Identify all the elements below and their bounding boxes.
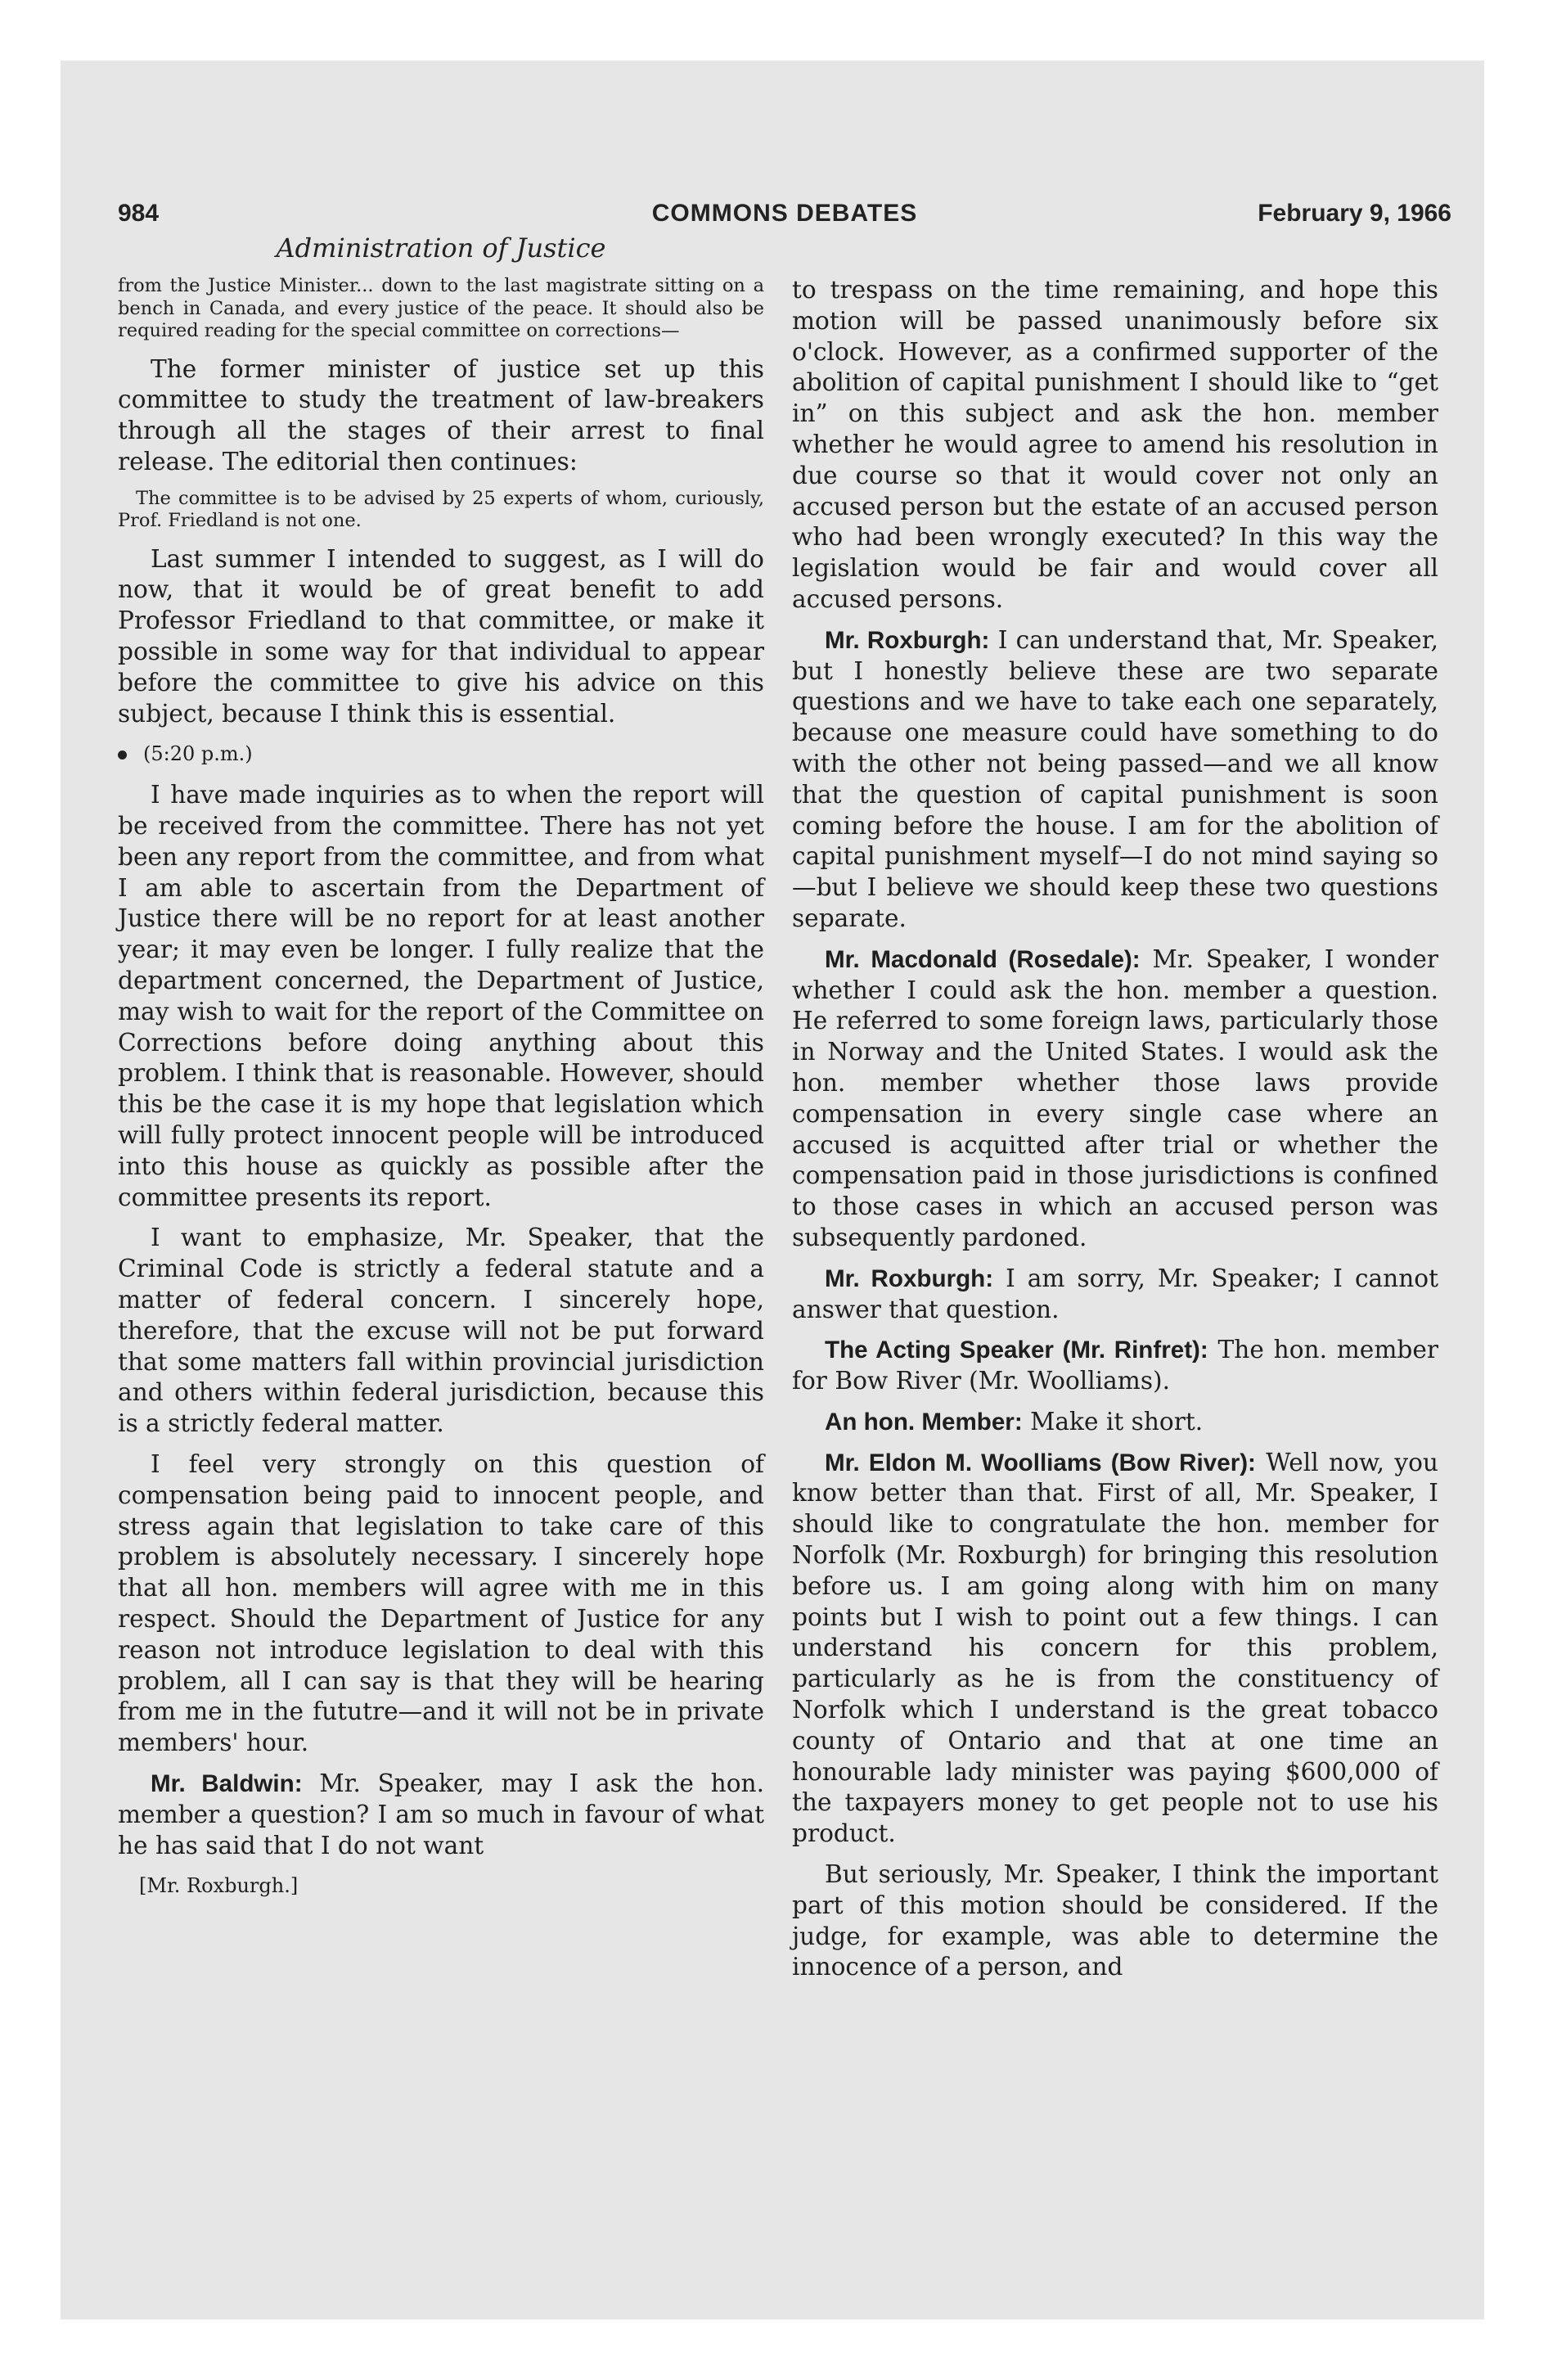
- issue-date: February 9, 1966: [1258, 200, 1451, 227]
- bullet-icon: [118, 751, 127, 760]
- speaker-name: Mr. Roxburgh:: [825, 626, 990, 654]
- footer-note: [Mr. Roxburgh.]: [139, 1874, 299, 1898]
- speech: [792, 1407, 1438, 1438]
- paragraph: Last summer I intended to suggest, as I will do now, that it would be of great benefit to add Professor Friedland to that committee, or make it possible in some way for that individual to appear before the committee to give his advice on this subject, because I think this is essential.: [118, 544, 764, 728]
- speech: [792, 1264, 1438, 1326]
- speaker-name: Mr. Baldwin:: [151, 1769, 303, 1797]
- speech-text: Mr. Speaker, may I ask the hon. member a question? I am so much in favour of what he has said that I do not want: [118, 1769, 764, 1859]
- page-number: 984: [118, 200, 160, 227]
- editorial-quote: The committee is to be advised by 25 experts of whom, curiously, Prof. Friedland is not one.: [118, 487, 764, 532]
- speech-text: Make it short.: [1030, 1407, 1204, 1436]
- speech: [792, 944, 1438, 1254]
- speech-text: I am sorry, Mr. Speaker; I cannot answer that question.: [792, 1264, 1438, 1323]
- paragraph: But seriously, Mr. Speaker, I think the important part of this motion should be considered. If the judge, for example, was able to determine the innocence of a person, and: [792, 1860, 1438, 1981]
- opening-quote: from the Justice Minister... down to the last magistrate sitting on a bench in Canada, and every justice of the peace. It should also be required reading for the special committee on corrections—: [118, 275, 764, 341]
- speaker-name: An hon. Member:: [825, 1408, 1023, 1436]
- paragraph: I have made inquiries as to when the report will be received from the committee. There has not yet been any report from the committee, and from what I am able to ascertain from the Department of Justice there will be no report for at least another year; it may even be longer. I fully realize that the department concerned, the Department of Justice, may wish to wait for the report of the Committee on Corrections before doing anything about this problem. I think that is reasonable. However, should this be the case it is my hope that legislation which will fully protect innocent people will be introduced into this house as quickly as possible after the committee presents its report.: [118, 781, 764, 1211]
- paragraph: The former minister of justice set up this committee to study the treatment of law-breakers through all the stages of their arrest to final release. The editorial then continues:: [118, 354, 764, 476]
- speech-text: The hon. member for Bow River (Mr. Woolliams).: [792, 1336, 1438, 1395]
- left-column: [118, 275, 764, 1902]
- speech: [792, 1448, 1438, 1850]
- speaker-name: Mr. Roxburgh:: [825, 1264, 994, 1292]
- speech-text: Mr. Speaker, I wonder whether I could ask the hon. member a question. He referred to some foreign laws, particularly those in Norway and the United States. I would ask the hon. member whether those laws provide compensation in every single case where an accused is acquitted after trial or whether the compensation paid in those jurisdictions is confined to those cases in which an accused person was subsequently pardoned.: [792, 944, 1438, 1251]
- speaker-name: Mr. Macdonald (Rosedale):: [825, 945, 1141, 973]
- speaker-name: Mr. Eldon M. Woolliams (Bow River):: [825, 1449, 1256, 1476]
- publication-title: COMMONS DEBATES: [651, 200, 918, 227]
- right-column: [792, 275, 1438, 1993]
- speech: [792, 625, 1438, 935]
- time-stamp: (5:20 p.m.): [143, 742, 253, 766]
- paragraph: I feel very strongly on this question of compensation being paid to innocent people, and stress again that legislation to take care of this problem is absolutely necessary. I sincerely hope that all hon. members will agree with me in this respect. Should the Department of Justice for any reason not introduce legislation to deal with this problem, all I can say is that they will be hearing from me in the fututre—and it will not be in private members' hour.: [118, 1450, 764, 1757]
- paragraph: to trespass on the time remaining, and hope this motion will be passed unanimously before six o'clock. However, as a confirmed supporter of the abolition of capital punishment I should like to “get in” on this subject and ask the hon. member whether he would agree to amend his resolution in due course so that it would cover not only an accused person but the estate of an accused person who had been wrongly executed? In this way the legislation would be fair and would cover all accused persons.: [792, 276, 1438, 613]
- speech-text: I can understand that, Mr. Speaker, but I honestly believe these are two separate questions and we have to take each one separately, because one measure could have something to do with the other not being passed—and we all know that the question of capital punishment is soon coming before the house. I am for the abolition of capital punishment myself—I do not mind saying so—but I believe we should keep these two questions separate.: [792, 625, 1438, 932]
- speech: [792, 1335, 1438, 1397]
- speech-text: Well now, you know better than that. First of all, Mr. Speaker, I should like to congratulate the hon. member for Norfolk (Mr. Roxburgh) for bringing this resolution before us. I am going along with him on many points but I wish to point out a few things. I can understand his concern for this problem, particularly as he is from the constituency of Norfolk which I understand is the great tobacco county of Ontario and that at one time an honourable lady minister was paying $600,000 of the taxpayers money to get people not to use his product.: [792, 1448, 1438, 1848]
- page-header: [118, 200, 1451, 232]
- section-subheading: Administration of Justice: [276, 232, 606, 264]
- speech: [118, 1769, 764, 1861]
- time-marker: [118, 739, 764, 770]
- paragraph: I want to emphasize, Mr. Speaker, that the Criminal Code is strictly a federal statute and a matter of federal concern. I sincerely hope, therefore, that the excuse will not be put forward that some matters fall within provincial jurisdiction and others within federal jurisdiction, because this is a strictly federal matter.: [118, 1224, 764, 1438]
- speaker-name: The Acting Speaker (Mr. Rinfret):: [825, 1336, 1208, 1364]
